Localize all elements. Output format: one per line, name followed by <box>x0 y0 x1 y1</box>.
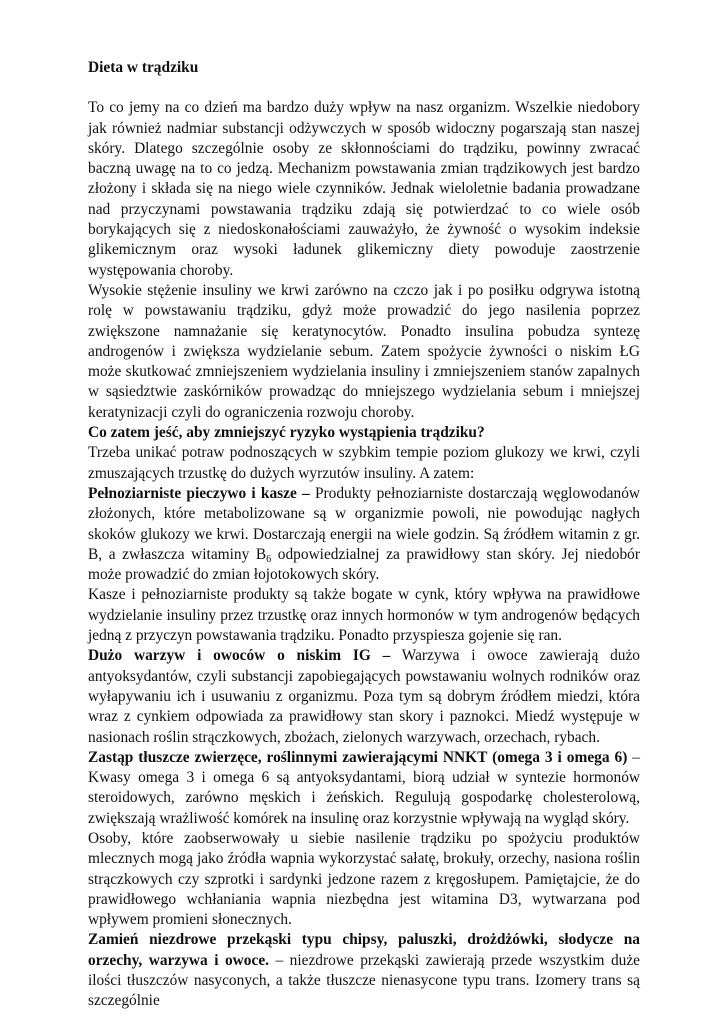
section-snacks <box>88 930 640 1011</box>
section-fats-lead: Zastąp tłuszcze zwierzęce, roślinnymi zawierającymi NNKT (omega 3 i omega 6) <box>88 748 628 766</box>
section-vegetables-text: Warzywa i owoce zawierają dużo antyoksydantów, czyli substancji zapobiegających powstawaniu wolnych rodników oraz wyłapywaniu ich i usuwaniu z organizmu. Poza tym są dobrym źródłem miedzi, która wraz z cynkiem odpowiada za prawidłowy stan skory i paznokci. Miedź występuje w nasionach roślin strączkowych, zbożach, zielonych warzywach, orzechach, rybach. <box>88 647 640 746</box>
intro-paragraph-2: Wysokie stężenie insuliny we krwi zarówno na czczo jak i po posiłku odgrywa istotną rolę w powstawaniu trądziku, gdyż może prowadzić do jego nasilenia poprzez zwiększone namnażanie się keratynocytów. Ponadto insulina pobudza syntezę androgenów i zwiększa wydzielanie sebum. Zatem spożycie żywności o niskim ŁG może skutkować zmniejszeniem wydzielania insuliny i zmniejszeniem stanów zapalnych w sąsiedztwie zaskórników prowadząc do mniejszego wydzielania sebum i mniejszej keratynizacji czyli do ograniczenia rozwoju choroby. <box>88 281 640 421</box>
section-fats-text: – Kwasy omega 3 i omega 6 są antyoksydantami, biorą udział w syntezie hormonów steroidowych, zarówno męskich i żeńskich. Regulują gospodarkę cholesterolową, zwiększają wrażliwość komórek na insulinę oraz korzystnie wpływają na wygląd skóry. <box>88 748 641 827</box>
question-text: Trzeba unikać potraw podnoszących w szybkim tempie poziom glukozy we krwi, czyli zmuszających trzustkę do dużych wyrzutów insuliny. A zatem: <box>88 444 640 482</box>
section-fats-followup: Osoby, które zaobserwowały u siebie nasilenie trądziku po spożyciu produktów mlecznych mogą jako źródła wapnia wykorzystać sałatę, brokuły, orzechy, nasiona roślin strączkowych czy szprotki i sardynki jedzone razem z kręgosłupem. Pamiętajcie, że do prawidłowego wchłaniania wapnia niezbędna jest witamina D3, wytwarzana pod wpływem promieni słonecznych. <box>88 829 640 929</box>
section-grains-followup: Kasze i pełnoziarniste produkty są także bogate w cynk, który wpływa na prawidłowe wydzielanie insuliny przez trzustkę oraz innych hormonów w tym androgenów będących jedną z przyczyn powstawania trądziku. Ponadto przyspiesza gojenie się ran. <box>88 586 640 645</box>
section-vegetables-lead: Dużo warzyw i owoców o niskim IG – <box>88 647 391 665</box>
document-title: Dieta w trądziku <box>88 59 199 76</box>
section-vegetables <box>88 646 640 747</box>
section-snacks-lead: Zamień niezdrowe przekąski typu chipsy, paluszki, drożdżówki, słodycze na orzechy, warzywa i owoce. <box>88 931 640 969</box>
section-fats <box>88 748 640 829</box>
vitamin-subscript: 6 <box>266 553 272 565</box>
section-snacks-text: – niezdrowe przekąski zawierają przede wszystkim duże ilości tłuszczów nasyconych, a także tłuszcze nienasycone typu trans. Izomery trans są szczególnie <box>88 951 640 1010</box>
section-grains-text-cont: odpowiedzialnej za prawidłowy stan skóry. Jej niedobór może prowadzić do zmian łojotokowych skóry. <box>88 545 640 584</box>
section-grains-lead: Pełnoziarniste pieczywo i kasze – <box>88 484 310 502</box>
section-grains <box>88 484 640 585</box>
question-heading: Co zatem jeść, aby zmniejszyć ryzyko wystąpienia trądziku? <box>88 424 485 442</box>
intro-paragraph-1: To co jemy na co dzień ma bardzo duży wpływ na nasz organizm. Wszelkie niedobory jak również nadmiar substancji odżywczych w sposób widoczny pogarszają stan naszej skóry. Dlatego szczególnie osoby ze skłonnościami do trądziku, powinny zwracać baczną uwagę na to co jedzą. Mechanizm powstawania zmian trądzikowych jest bardzo złożony i składa się na niego wiele czynników. Jednak wieloletnie badania prowadzane nad przyczynami powstawania trądziku zdają się potwierdzać to co wiele osób borykających się z niedoskonałościami zauważyło, że żywność o wysokim indeksie glikemicznym oraz wysoki ładunek glikemiczny diety powoduje zaostrzenie występowania choroby. <box>88 99 640 279</box>
document-page <box>88 58 640 1012</box>
section-grains-text: Produkty pełnoziarniste dostarczają węglowodanów złożonych, które metabolizowane są w organizmie powoli, nie powodując nagłych skoków glukozy we krwi. Dostarczają energii na wiele godzin. Są źródłem witamin z gr. B, a zwłaszcza witaminy B <box>88 484 640 563</box>
